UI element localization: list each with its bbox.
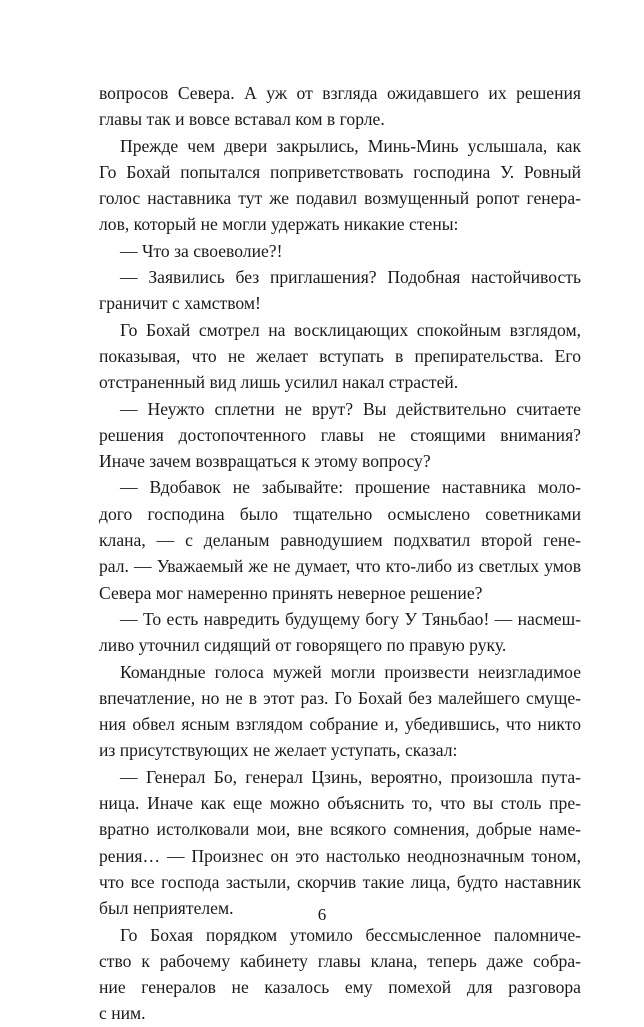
text-line: клана, — с деланым равнодушием подхватил второй гене- (99, 530, 581, 551)
text-line: дого господина было тщательно осмыслено советниками (99, 503, 581, 524)
text-line: ница. Иначе как еще можно объяснить то, что вы столь пре- (99, 793, 581, 814)
page-number: 6 (317, 905, 327, 924)
text-line: вопросов Севера. А уж от взгляда ожидавшего их решения (99, 83, 581, 103)
text-line: ния обвел ясным взглядом собрание и, убедившись, что никто (99, 714, 581, 735)
text-line: Прежде чем двери закрылись, Минь-Минь услышала, как (120, 135, 581, 156)
body-text (99, 80, 581, 1027)
text-line: Командные голоса мужей могли произвести неизгладимое (120, 661, 581, 682)
text-line: ние генералов не казалось ему помехой для разговора (99, 977, 581, 998)
text-line: показывая, что не желает вступать в препирательства. Его (99, 345, 581, 366)
text-line: отстраненный вид лишь усилил накал страстей. (99, 372, 459, 393)
text-line: ливо уточнил сидящий от говорящего по правую руку. (99, 635, 507, 656)
text-line: из присутствующих не желает уступать, сказал: (99, 740, 458, 761)
text-line: — Генерал Бо, генерал Цзинь, вероятно, произошла пута- (120, 766, 581, 787)
text-line: — Неужто сплетни не врут? Вы действительно считаете (120, 398, 581, 419)
text-line: рал. — Уважаемый же не думает, что кто-либо из светлых умов (99, 556, 581, 577)
text-line: Иначе зачем возвращаться к этому вопросу? (99, 451, 431, 472)
text-line: Го Бохай попытался поприветствовать господина У. Ровный (99, 161, 581, 182)
text-line: Севера мог намеренно принять неверное решение? (99, 582, 483, 603)
text-line: с ним. (99, 1003, 146, 1024)
text-line: Го Бохая порядком утомило бессмысленное паломниче- (120, 924, 581, 945)
text-line: граничит с хамством! (99, 293, 261, 314)
text-line: что все господа застыли, скорчив такие лица, будто наставник (99, 871, 581, 892)
text-line: рения… — Произнес он это настолько неоднозначным тоном, (99, 845, 581, 866)
text-line: решения достопочтенного главы не стоящими внимания? (99, 424, 581, 445)
text-line: лов, который не могли удержать никакие стены: (99, 214, 459, 235)
text-line: Го Бохай смотрел на восклицающих спокойным взглядом, (120, 319, 581, 340)
text-line: главы так и вовсе вставал ком в горле. (99, 109, 385, 130)
text-line: — То есть навредить будущему богу У Тяньбао! — насмеш- (120, 608, 581, 629)
text-line: вратно истолковали мои, вне всякого сомнения, добрые наме- (99, 819, 581, 840)
text-line: был неприятелем. (99, 898, 234, 919)
text-line: впечатление, но не в этот раз. Го Бохай без малейшего смуще- (99, 687, 581, 708)
text-line: голос наставника тут же подавил возмущенный ропот генера- (99, 188, 581, 209)
text-line: — Что за своеволие?! (120, 240, 283, 261)
text-line: ство к рабочему кабинету главы клана, теперь даже собра- (99, 950, 581, 971)
text-line: — Заявились без приглашения? Подобная настойчивость (120, 267, 581, 288)
text-line: — Вдобавок не забывайте: прошение наставника моло- (120, 477, 581, 498)
